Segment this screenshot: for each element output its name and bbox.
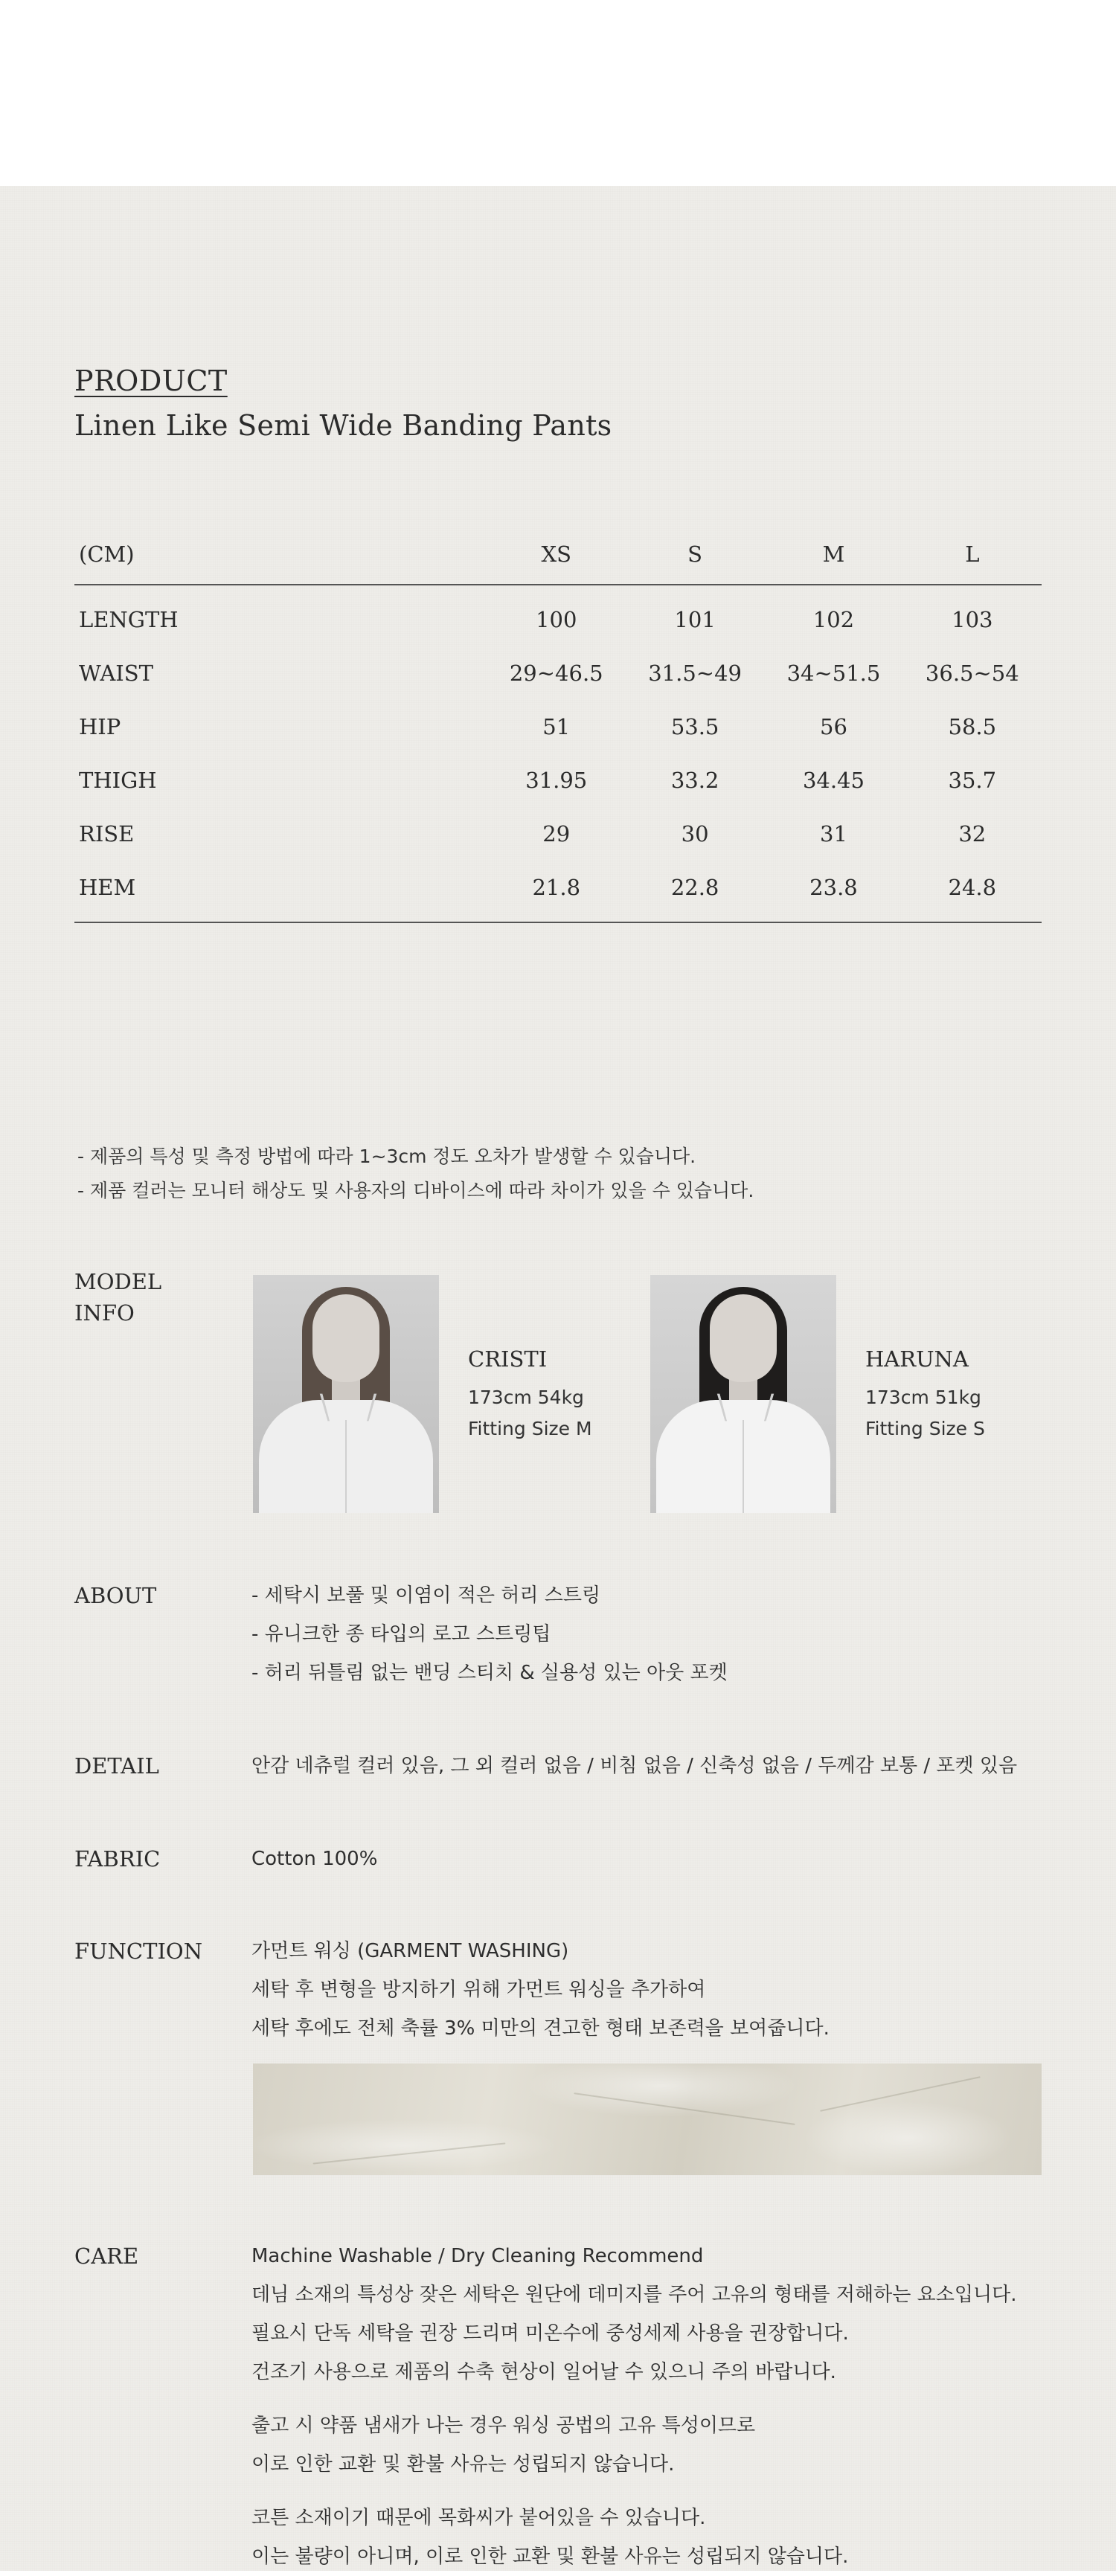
- model-info-label: [74, 1266, 161, 1329]
- care-line: 출고 시 약품 냄새가 나는 경우 워싱 공법의 고유 특성이므로: [251, 2415, 756, 2437]
- model-name-cristi: CRISTI: [468, 1346, 548, 1372]
- care-line: 이는 불량이 아니며, 이로 인한 교환 및 환불 사유는 성립되지 않습니다.: [251, 2546, 849, 2568]
- cell: 22.8: [670, 875, 719, 900]
- detail-label: DETAIL: [74, 1753, 159, 1779]
- care-line: 이로 인한 교환 및 환불 사유는 성립되지 않습니다.: [251, 2453, 675, 2476]
- cell: 32: [958, 821, 987, 847]
- fabric-label: FABRIC: [74, 1846, 161, 1872]
- cell: 21.8: [532, 875, 581, 900]
- cell: 23.8: [809, 875, 858, 900]
- cell: 24.8: [948, 875, 997, 900]
- model-body: 173cm 51kg: [865, 1387, 981, 1408]
- table-row: [74, 593, 1042, 646]
- function-text: [251, 1932, 830, 2048]
- cell: 101: [674, 607, 716, 632]
- table-row: [74, 807, 1042, 861]
- table-row: [74, 646, 1042, 700]
- cell: 34.45: [802, 768, 865, 793]
- cell: 31.5~49: [648, 661, 742, 686]
- care-block-3: [251, 2499, 848, 2576]
- list-item: - 유니크한 종 타입의 로고 스트링팁: [251, 1623, 551, 1645]
- detail-text: 안감 네츄럴 컬러 있음, 그 외 컬러 없음 / 비침 없음 / 신축성 없음 / 두께감 보통 / 포켓 있음: [251, 1755, 1018, 1777]
- care-line: 필요시 단독 세탁을 권장 드리며 미온수에 중성세제 사용을 권장합니다.: [251, 2322, 849, 2345]
- model-photo-haruna: [650, 1275, 836, 1513]
- cell: 102: [812, 607, 855, 632]
- cell: 33.2: [670, 768, 719, 793]
- model-photo-cristi: [253, 1275, 439, 1513]
- model-collar: [717, 1394, 774, 1422]
- function-line: 세탁 후에도 전체 축률 3% 미만의 견고한 형태 보존력을 보여줍니다.: [251, 2017, 830, 2040]
- fabric-texture-image: [253, 2063, 1042, 2175]
- size-header-s: S: [687, 542, 703, 567]
- care-line: Machine Washable / Dry Cleaning Recommend: [251, 2245, 704, 2267]
- cell: 34~51.5: [786, 661, 881, 686]
- row-label: HIP: [79, 714, 121, 739]
- model-face: [710, 1294, 777, 1382]
- care-line: 건조기 사용으로 제품의 수축 현상이 일어날 수 있으니 주의 바랍니다.: [251, 2361, 836, 2383]
- size-header-xs: XS: [541, 542, 571, 567]
- cell: 56: [820, 714, 847, 739]
- size-header-l: L: [965, 542, 980, 567]
- cell: 100: [536, 607, 577, 632]
- model-info-label-line1: MODEL: [74, 1269, 162, 1294]
- cell: 29~46.5: [509, 661, 603, 686]
- model-name-haruna: HARUNA: [865, 1346, 969, 1372]
- model-face: [312, 1294, 379, 1382]
- size-notes: [77, 1140, 754, 1208]
- cell: 58.5: [948, 714, 997, 739]
- care-line: 데님 소재의 특성상 잦은 세탁은 원단에 데미지를 주어 고유의 형태를 저해하는 요소입니다.: [251, 2284, 1017, 2306]
- table-row: [74, 861, 1042, 914]
- about-list: [251, 1576, 728, 1692]
- care-label: CARE: [74, 2243, 139, 2269]
- row-label: RISE: [79, 821, 135, 847]
- model-placket: [743, 1420, 744, 1513]
- cell: 103: [952, 607, 993, 632]
- row-label: WAIST: [79, 661, 153, 686]
- cell: 53.5: [670, 714, 719, 739]
- cell: 29: [542, 821, 571, 847]
- table-row: [74, 700, 1042, 754]
- size-table: [74, 524, 1042, 923]
- unit-label: (CM): [79, 542, 135, 567]
- size-table-body: [74, 585, 1042, 923]
- row-label: LENGTH: [79, 607, 179, 632]
- product-name: Linen Like Semi Wide Banding Pants: [74, 409, 612, 442]
- cell: 31.95: [525, 768, 588, 793]
- care-block-2: [251, 2406, 755, 2484]
- cell: 51: [542, 714, 571, 739]
- row-label: THIGH: [79, 768, 157, 793]
- model-placket: [345, 1420, 347, 1513]
- model-body: 173cm 54kg: [468, 1387, 584, 1408]
- table-row: [74, 754, 1042, 807]
- care-block-1: [251, 2237, 1016, 2392]
- fabric-fold: [313, 2142, 506, 2164]
- list-item: - 허리 뒤틀림 없는 밴딩 스티치 & 실용성 있는 아웃 포켓: [251, 1662, 728, 1684]
- note-item: - 제품 컬러는 모니터 해상도 및 사용자의 디바이스에 따라 차이가 있을 수 있습니다.: [77, 1180, 754, 1201]
- product-label: PRODUCT: [74, 364, 228, 397]
- model-fitting: Fitting Size S: [865, 1418, 985, 1439]
- cell: 36.5~54: [925, 661, 1019, 686]
- fabric-fold: [574, 2092, 795, 2125]
- model-fitting: Fitting Size M: [468, 1418, 592, 1439]
- cell: 30: [681, 821, 709, 847]
- cell: 31: [820, 821, 847, 847]
- cell: 35.7: [948, 768, 997, 793]
- function-line: 가먼트 워싱 (GARMENT WASHING): [251, 1940, 569, 1962]
- size-header-m: M: [822, 542, 845, 567]
- model-info-label-line2: INFO: [74, 1300, 135, 1326]
- row-label: HEM: [79, 875, 136, 900]
- function-line: 세탁 후 변형을 방지하기 위해 가먼트 워싱을 추가하여: [251, 1979, 706, 2001]
- size-table-header: [74, 524, 1042, 585]
- fabric-fold: [820, 2076, 981, 2112]
- fabric-text: Cotton 100%: [251, 1848, 378, 1870]
- function-label: FUNCTION: [74, 1939, 203, 1964]
- note-item: - 제품의 특성 및 측정 방법에 따라 1~3cm 정도 오차가 발생할 수 있습니다.: [77, 1146, 696, 1167]
- about-label: ABOUT: [74, 1583, 157, 1608]
- model-collar: [320, 1394, 376, 1422]
- model-stats-cristi: [468, 1382, 592, 1445]
- top-blank-area: [0, 0, 1116, 186]
- care-line: 코튼 소재이기 때문에 목화씨가 붙어있을 수 있습니다.: [251, 2507, 706, 2529]
- model-stats-haruna: [865, 1382, 985, 1445]
- list-item: - 세탁시 보풀 및 이염이 적은 허리 스트링: [251, 1584, 601, 1607]
- product-detail-panel: [0, 186, 1116, 2571]
